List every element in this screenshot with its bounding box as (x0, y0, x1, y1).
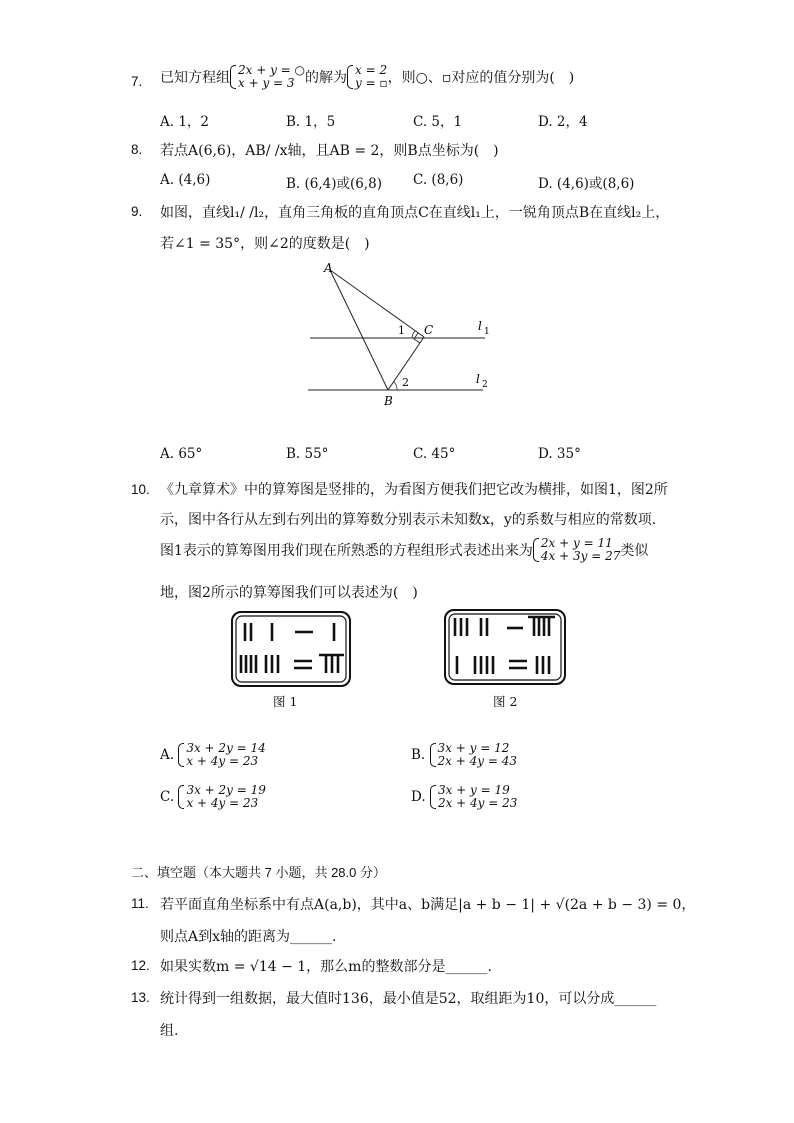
q10-stem-line1: 《九章算术》中的算筹图是竖排的，为看图方便我们把它改为横排，如图1，图2所 (160, 482, 668, 498)
angle-2-arc (394, 382, 397, 390)
q7-middle: 的解为 (305, 70, 348, 86)
q10-stem-line2: 示，图中各行从左到右列出的算筹数分别表示未知数x，y的系数与相应的常数项. (160, 512, 657, 528)
q10-option-c[interactable]: C. 3x + 2y = 19 x + 4y = 23 (160, 783, 266, 810)
q9-figure (300, 258, 500, 410)
q7-option-c[interactable]: C. 5，1 (413, 114, 463, 130)
label-l2: l (476, 372, 480, 386)
label-l1: l (478, 319, 482, 333)
label-angle-2: 2 (402, 376, 409, 389)
label-l1-sub: 1 (484, 327, 490, 337)
counting-rod-figure-2 (443, 608, 567, 686)
label-c: C (424, 323, 434, 337)
q10-option-d[interactable]: D. 3x + y = 19 2x + 4y = 23 (411, 783, 518, 810)
q12-stem: 如果实数m = √14 − 1，那么m的整数部分是______. (160, 959, 492, 975)
q10-stem-line3 (160, 537, 648, 563)
q9-number: 9. (131, 204, 143, 219)
q8-option-c[interactable]: C. (8,6) (413, 172, 464, 188)
q9-option-a[interactable]: A. 65° (160, 446, 203, 462)
q7-suffix: ，则○、▫对应的值分别为( ) (387, 70, 575, 86)
figure-1-caption: 图 1 (273, 694, 298, 709)
q11-number: 11. (131, 896, 149, 911)
q12-number: 12. (131, 958, 150, 973)
q10-option-b[interactable]: B. 3x + y = 12 2x + 4y = 43 (411, 741, 517, 768)
q10-option-c-system: 3x + 2y = 19 x + 4y = 23 (178, 784, 265, 810)
q8-option-d[interactable]: D. (4,6)或(8,6) (538, 176, 635, 192)
q8-option-a[interactable]: A. (4,6) (160, 172, 211, 188)
q9-stem-line2: 若∠1 = 35°，则∠2的度数是( ) (160, 236, 370, 252)
q10-option-b-system: 3x + y = 12 2x + 4y = 43 (430, 742, 517, 768)
q9-option-b[interactable]: B. 55° (286, 446, 329, 462)
q13-stem-line2: 组. (160, 1023, 179, 1039)
angle-1-arc (412, 331, 415, 338)
q10-stem-line4: 地，图2所示的算筹图我们可以表述为( ) (160, 585, 418, 601)
q10-line3-suffix: 类似 (620, 543, 649, 559)
counting-rod-figure-1 (230, 610, 352, 688)
q7-number: 7. (131, 74, 143, 89)
q9-option-d[interactable]: D. 35° (538, 446, 581, 462)
q10-number: 10. (131, 482, 150, 497)
figure-2-caption: 图 2 (493, 694, 518, 709)
q9-option-c[interactable]: C. 45° (413, 446, 456, 462)
q7-system-1: 2x + y = ○ x + y = 3 (230, 64, 305, 90)
label-angle-1: 1 (398, 324, 405, 337)
q8-option-b[interactable]: B. (6,4)或(6,8) (286, 176, 383, 192)
q10-line3-prefix: 图1表示的算筹图用我们现在所熟悉的方程组形式表述出来为 (160, 543, 533, 559)
section-2-title: 二、填空题（本大题共 7 小题，共 28.0 分） (131, 865, 386, 880)
label-a: A (324, 261, 333, 275)
q10-option-a-system: 3x + 2y = 14 x + 4y = 23 (178, 742, 265, 768)
q7-option-b[interactable]: B. 1，5 (286, 114, 336, 130)
segment-ab (330, 270, 388, 390)
q8-number: 8. (131, 142, 143, 157)
q11-stem-line2: 则点A到x轴的距离为______. (160, 929, 337, 945)
q7-stem (160, 64, 574, 90)
q7-option-d[interactable]: D. 2，4 (538, 114, 588, 130)
q10-fig1-system: 2x + y = 11 4x + 3y = 27 (533, 537, 620, 563)
q7-option-a[interactable]: A. 1，2 (160, 114, 210, 130)
segment-ac (330, 270, 424, 337)
q10-option-d-system: 3x + y = 19 2x + 4y = 23 (430, 784, 517, 810)
q13-stem-line1: 统计得到一组数据，最大值时136，最小值是52，取组距为10，可以分成______ (160, 991, 657, 1007)
q7-prefix: 已知方程组 (160, 70, 230, 86)
q8-stem: 若点A(6,6)，AB/ /x轴，且AB = 2，则B点坐标为( ) (160, 143, 499, 159)
label-b: B (384, 394, 393, 408)
q11-stem-line1: 若平面直角坐标系中有点A(a,b)，其中a、b满足|a + b − 1| + √(2a + b − 3) = 0， (160, 897, 696, 913)
q9-stem-line1: 如图，直线l₁/ /l₂，直角三角板的直角顶点C在直线l₁上，一锐角顶点B在直线l₂上， (160, 205, 670, 221)
q10-option-a[interactable]: A. 3x + 2y = 14 x + 4y = 23 (160, 741, 266, 768)
q7-system-2: x = 2 y = ▫ (347, 64, 388, 90)
q13-number: 13. (131, 990, 150, 1005)
label-l2-sub: 2 (482, 380, 488, 390)
